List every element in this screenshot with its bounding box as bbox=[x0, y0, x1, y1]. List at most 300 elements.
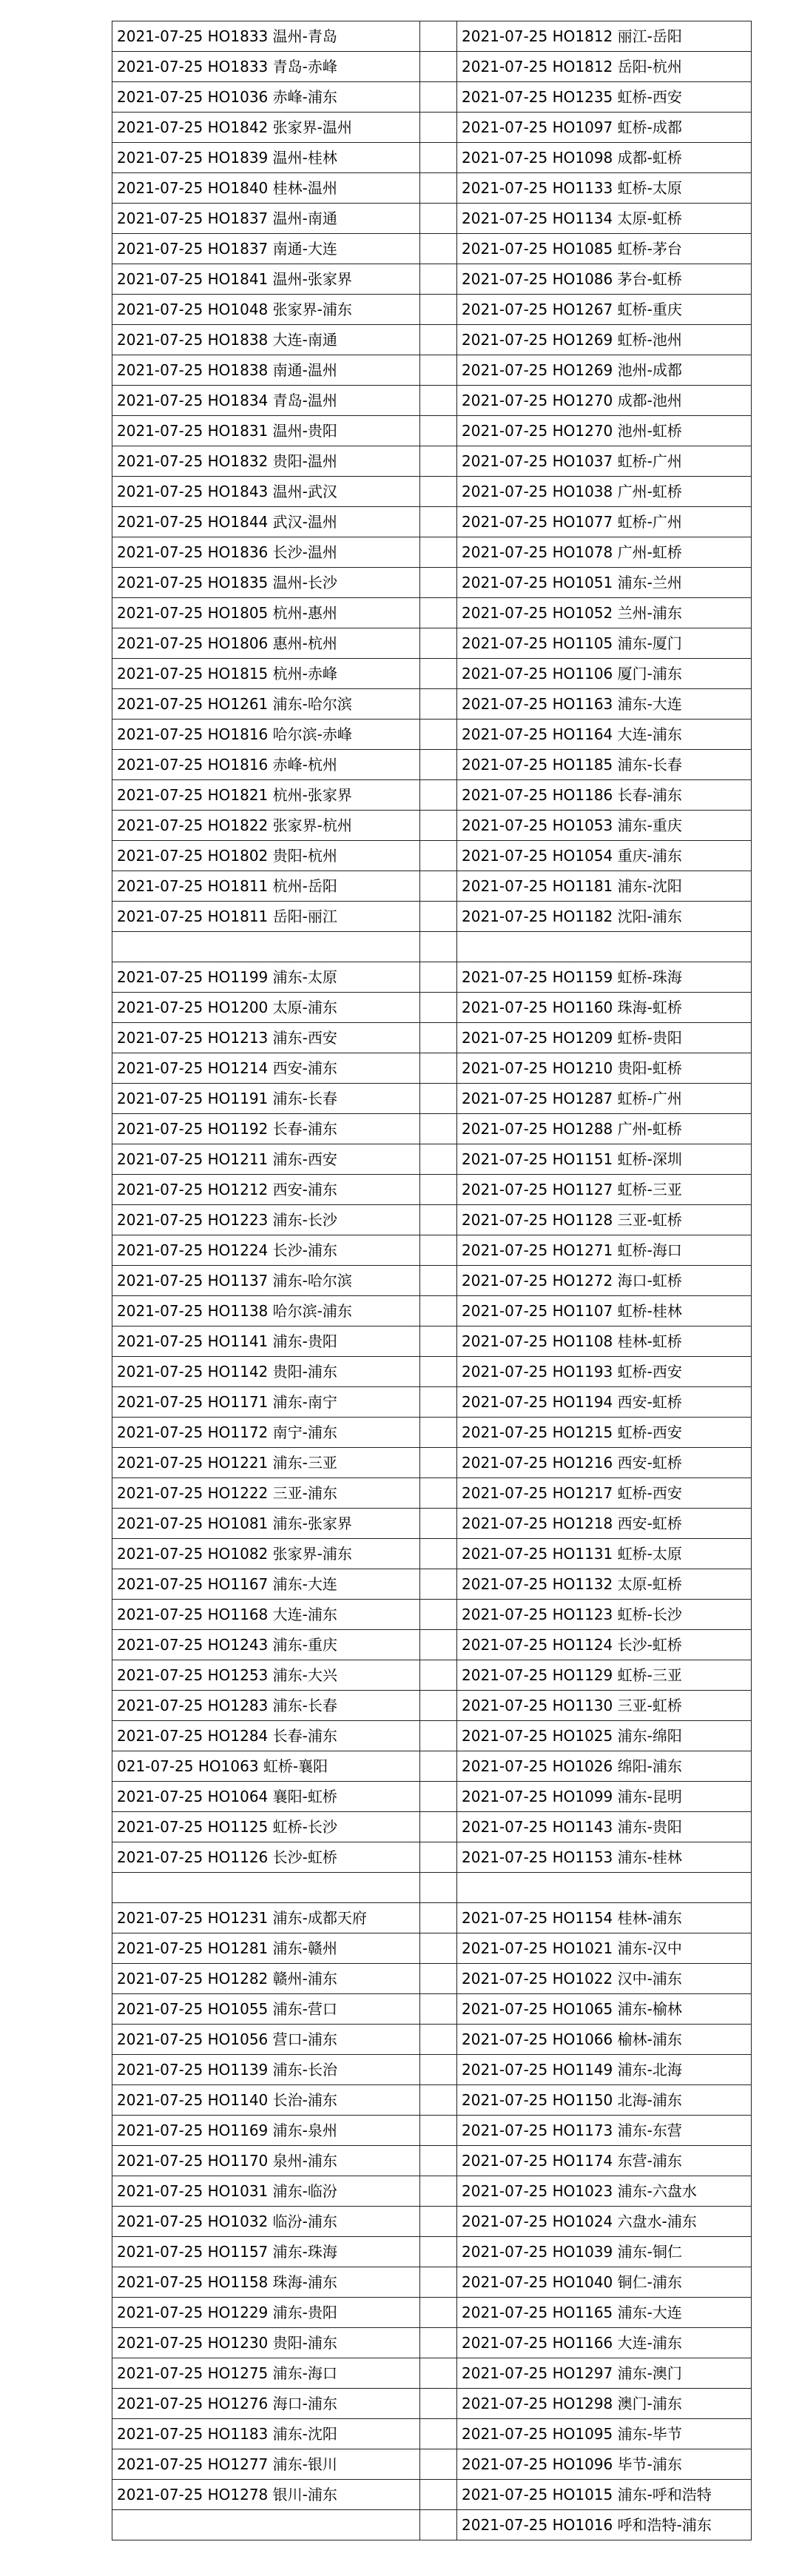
spacer-cell bbox=[420, 1205, 457, 1235]
table-row bbox=[112, 264, 752, 295]
spacer-cell bbox=[420, 2085, 457, 2116]
spacer-cell bbox=[420, 1418, 457, 1448]
left-flight-cell: 2021-07-25 HO1139 浦东-长治 bbox=[112, 2055, 420, 2085]
left-flight-cell: 2021-07-25 HO1064 襄阳-虹桥 bbox=[112, 1782, 420, 1812]
table-row bbox=[112, 780, 752, 811]
left-flight-cell: 2021-07-25 HO1834 青岛-温州 bbox=[112, 386, 420, 416]
spacer-cell bbox=[420, 2480, 457, 2510]
right-flight-cell: 2021-07-25 HO1127 虹桥-三亚 bbox=[457, 1175, 752, 1205]
table-row bbox=[112, 234, 752, 264]
left-flight-cell: 2021-07-25 HO1172 南宁-浦东 bbox=[112, 1418, 420, 1448]
spacer-cell bbox=[420, 1266, 457, 1296]
left-flight-cell: 2021-07-25 HO1141 浦东-贵阳 bbox=[112, 1326, 420, 1357]
spacer-cell bbox=[420, 1903, 457, 1933]
table-row bbox=[112, 1053, 752, 1084]
left-flight-cell: 2021-07-25 HO1125 虹桥-长沙 bbox=[112, 1812, 420, 1842]
table-row bbox=[112, 1569, 752, 1600]
left-flight-cell: 2021-07-25 HO1805 杭州-惠州 bbox=[112, 598, 420, 628]
table-row bbox=[112, 143, 752, 173]
spacer-cell bbox=[420, 2116, 457, 2146]
left-flight-cell: 2021-07-25 HO1032 临汾-浦东 bbox=[112, 2207, 420, 2237]
right-flight-cell: 2021-07-25 HO1038 广州-虹桥 bbox=[457, 477, 752, 507]
right-flight-cell: 2021-07-25 HO1216 西安-虹桥 bbox=[457, 1448, 752, 1478]
left-flight-cell: 2021-07-25 HO1223 浦东-长沙 bbox=[112, 1205, 420, 1235]
table-row bbox=[112, 1084, 752, 1114]
spacer-cell bbox=[420, 1387, 457, 1418]
left-flight-cell: 2021-07-25 HO1192 长春-浦东 bbox=[112, 1114, 420, 1144]
left-flight-cell: 2021-07-25 HO1282 赣州-浦东 bbox=[112, 1964, 420, 1994]
table-row bbox=[112, 841, 752, 871]
left-flight-cell: 2021-07-25 HO1229 浦东-贵阳 bbox=[112, 2298, 420, 2328]
spacer-cell bbox=[420, 871, 457, 902]
right-flight-cell: 2021-07-25 HO1128 三亚-虹桥 bbox=[457, 1205, 752, 1235]
spacer-cell bbox=[420, 2358, 457, 2389]
table-row bbox=[112, 507, 752, 537]
table-row bbox=[112, 720, 752, 750]
right-flight-cell: 2021-07-25 HO1106 厦门-浦东 bbox=[457, 659, 752, 689]
right-flight-cell: 2021-07-25 HO1185 浦东-长春 bbox=[457, 750, 752, 780]
left-flight-cell: 2021-07-25 HO1283 浦东-长春 bbox=[112, 1691, 420, 1721]
left-flight-cell: 2021-07-25 HO1138 哈尔滨-浦东 bbox=[112, 1296, 420, 1326]
table-row bbox=[112, 1023, 752, 1053]
spacer-cell bbox=[420, 1053, 457, 1084]
right-flight-cell: 2021-07-25 HO1099 浦东-昆明 bbox=[457, 1782, 752, 1812]
right-flight-cell: 2021-07-25 HO1039 浦东-铜仁 bbox=[457, 2237, 752, 2267]
spacer-cell bbox=[420, 173, 457, 204]
left-flight-cell: 2021-07-25 HO1183 浦东-沈阳 bbox=[112, 2419, 420, 2449]
spacer-cell bbox=[420, 1994, 457, 2025]
right-flight-cell: 2021-07-25 HO1024 六盘水-浦东 bbox=[457, 2207, 752, 2237]
spacer-cell bbox=[420, 295, 457, 325]
table-row bbox=[112, 1751, 752, 1782]
left-flight-cell: 2021-07-25 HO1082 张家界-浦东 bbox=[112, 1539, 420, 1569]
spacer-cell bbox=[420, 2237, 457, 2267]
left-flight-cell: 2021-07-25 HO1157 浦东-珠海 bbox=[112, 2237, 420, 2267]
right-flight-cell: 2021-07-25 HO1131 虹桥-太原 bbox=[457, 1539, 752, 1569]
spacer-cell bbox=[420, 1873, 457, 1903]
spacer-cell bbox=[420, 2298, 457, 2328]
spacer-cell bbox=[420, 598, 457, 628]
left-flight-cell: 2021-07-25 HO1843 温州-武汉 bbox=[112, 477, 420, 507]
table-row bbox=[112, 1418, 752, 1448]
spacer-cell bbox=[420, 1175, 457, 1205]
left-flight-cell: 2021-07-25 HO1036 赤峰-浦东 bbox=[112, 82, 420, 113]
left-flight-cell: 2021-07-25 HO1821 杭州-张家界 bbox=[112, 780, 420, 811]
table-row bbox=[112, 446, 752, 477]
right-flight-cell: 2021-07-25 HO1193 虹桥-西安 bbox=[457, 1357, 752, 1387]
right-flight-cell: 2021-07-25 HO1271 虹桥-海口 bbox=[457, 1235, 752, 1266]
table-row bbox=[112, 295, 752, 325]
spacer-cell bbox=[420, 477, 457, 507]
left-flight-cell: 2021-07-25 HO1081 浦东-张家界 bbox=[112, 1509, 420, 1539]
left-flight-cell: 2021-07-25 HO1844 武汉-温州 bbox=[112, 507, 420, 537]
right-flight-cell: 2021-07-25 HO1166 大连-浦东 bbox=[457, 2328, 752, 2358]
table-row bbox=[112, 537, 752, 568]
left-flight-cell: 2021-07-25 HO1275 浦东-海口 bbox=[112, 2358, 420, 2389]
spacer-cell bbox=[420, 1114, 457, 1144]
right-flight-cell: 2021-07-25 HO1812 岳阳-杭州 bbox=[457, 52, 752, 82]
right-flight-cell: 2021-07-25 HO1077 虹桥-广州 bbox=[457, 507, 752, 537]
left-flight-cell: 2021-07-25 HO1842 张家界-温州 bbox=[112, 113, 420, 143]
right-flight-cell: 2021-07-25 HO1065 浦东-榆林 bbox=[457, 1994, 752, 2025]
right-flight-cell: 2021-07-25 HO1051 浦东-兰州 bbox=[457, 568, 752, 598]
right-flight-cell: 2021-07-25 HO1182 沈阳-浦东 bbox=[457, 902, 752, 932]
table-row bbox=[112, 1812, 752, 1842]
spacer-cell bbox=[420, 1084, 457, 1114]
table-row bbox=[112, 811, 752, 841]
right-flight-cell: 2021-07-25 HO1026 绵阳-浦东 bbox=[457, 1751, 752, 1782]
table-row bbox=[112, 2176, 752, 2207]
left-flight-cell: 2021-07-25 HO1816 赤峰-杭州 bbox=[112, 750, 420, 780]
table-row bbox=[112, 659, 752, 689]
table-row bbox=[112, 416, 752, 446]
right-flight-cell: 2021-07-25 HO1218 西安-虹桥 bbox=[457, 1509, 752, 1539]
left-flight-cell bbox=[112, 2510, 420, 2540]
left-flight-cell: 2021-07-25 HO1048 张家界-浦东 bbox=[112, 295, 420, 325]
left-flight-cell: 2021-07-25 HO1822 张家界-杭州 bbox=[112, 811, 420, 841]
spacer-cell bbox=[420, 143, 457, 173]
left-flight-cell: 2021-07-25 HO1140 长治-浦东 bbox=[112, 2085, 420, 2116]
right-flight-cell: 2021-07-25 HO1150 北海-浦东 bbox=[457, 2085, 752, 2116]
table-row bbox=[112, 1448, 752, 1478]
left-flight-cell: 2021-07-25 HO1212 西安-浦东 bbox=[112, 1175, 420, 1205]
spacer-cell bbox=[420, 113, 457, 143]
spacer-cell bbox=[420, 537, 457, 568]
right-flight-cell: 2021-07-25 HO1270 成都-池州 bbox=[457, 386, 752, 416]
right-flight-cell: 2021-07-25 HO1269 池州-成都 bbox=[457, 355, 752, 386]
right-flight-cell: 2021-07-25 HO1288 广州-虹桥 bbox=[457, 1114, 752, 1144]
right-flight-cell: 2021-07-25 HO1160 珠海-虹桥 bbox=[457, 993, 752, 1023]
left-flight-cell: 2021-07-25 HO1231 浦东-成都天府 bbox=[112, 1903, 420, 1933]
left-flight-cell: 2021-07-25 HO1811 岳阳-丽江 bbox=[112, 902, 420, 932]
left-flight-cell: 2021-07-25 HO1200 太原-浦东 bbox=[112, 993, 420, 1023]
right-flight-cell: 2021-07-25 HO1154 桂林-浦东 bbox=[457, 1903, 752, 1933]
table-row bbox=[112, 689, 752, 720]
table-row bbox=[112, 173, 752, 204]
spacer-cell bbox=[420, 993, 457, 1023]
table-row bbox=[112, 1842, 752, 1873]
right-flight-cell: 2021-07-25 HO1132 太原-虹桥 bbox=[457, 1569, 752, 1600]
spacer-cell bbox=[420, 1509, 457, 1539]
table-row bbox=[112, 1144, 752, 1175]
right-flight-cell: 2021-07-25 HO1298 澳门-浦东 bbox=[457, 2389, 752, 2419]
right-flight-cell: 2021-07-25 HO1097 虹桥-成都 bbox=[457, 113, 752, 143]
spacer-cell bbox=[420, 2146, 457, 2176]
left-flight-cell: 2021-07-25 HO1837 温州-南通 bbox=[112, 204, 420, 234]
right-flight-cell: 2021-07-25 HO1037 虹桥-广州 bbox=[457, 446, 752, 477]
spacer-cell bbox=[420, 21, 457, 52]
table-row bbox=[112, 477, 752, 507]
right-flight-cell: 2021-07-25 HO1287 虹桥-广州 bbox=[457, 1084, 752, 1114]
spacer-cell bbox=[420, 2025, 457, 2055]
right-flight-cell: 2021-07-25 HO1054 重庆-浦东 bbox=[457, 841, 752, 871]
flight-schedule-table bbox=[112, 21, 752, 2540]
table-row bbox=[112, 325, 752, 355]
spacer-cell bbox=[420, 902, 457, 932]
left-flight-cell: 2021-07-25 HO1031 浦东-临汾 bbox=[112, 2176, 420, 2207]
section-gap-row bbox=[112, 932, 752, 962]
spacer-cell bbox=[420, 204, 457, 234]
left-flight-cell bbox=[112, 932, 420, 962]
table-row bbox=[112, 1539, 752, 1569]
left-flight-cell: 2021-07-25 HO1831 温州-贵阳 bbox=[112, 416, 420, 446]
table-row bbox=[112, 1296, 752, 1326]
table-row bbox=[112, 2328, 752, 2358]
table-row bbox=[112, 2025, 752, 2055]
left-flight-cell: 2021-07-25 HO1243 浦东-重庆 bbox=[112, 1630, 420, 1660]
right-flight-cell: 2021-07-25 HO1181 浦东-沈阳 bbox=[457, 871, 752, 902]
table-row bbox=[112, 2085, 752, 2116]
table-row bbox=[112, 1357, 752, 1387]
left-flight-cell: 2021-07-25 HO1841 温州-张家界 bbox=[112, 264, 420, 295]
table-row bbox=[112, 1933, 752, 1964]
table-row bbox=[112, 1691, 752, 1721]
left-flight-cell: 2021-07-25 HO1158 珠海-浦东 bbox=[112, 2267, 420, 2298]
table-row bbox=[112, 568, 752, 598]
table-row bbox=[112, 2267, 752, 2298]
left-flight-cell: 2021-07-25 HO1836 长沙-温州 bbox=[112, 537, 420, 568]
table-row bbox=[112, 1964, 752, 1994]
table-row bbox=[112, 113, 752, 143]
spacer-cell bbox=[420, 2510, 457, 2540]
spacer-cell bbox=[420, 1448, 457, 1478]
table-row bbox=[112, 386, 752, 416]
right-flight-cell: 2021-07-25 HO1149 浦东-北海 bbox=[457, 2055, 752, 2085]
spacer-cell bbox=[420, 841, 457, 871]
right-flight-cell: 2021-07-25 HO1133 虹桥-太原 bbox=[457, 173, 752, 204]
spacer-cell bbox=[420, 1782, 457, 1812]
table-row bbox=[112, 871, 752, 902]
table-row bbox=[112, 1266, 752, 1296]
spacer-cell bbox=[420, 82, 457, 113]
right-flight-cell: 2021-07-25 HO1129 虹桥-三亚 bbox=[457, 1660, 752, 1691]
left-flight-cell: 2021-07-25 HO1211 浦东-西安 bbox=[112, 1144, 420, 1175]
left-flight-cell: 2021-07-25 HO1261 浦东-哈尔滨 bbox=[112, 689, 420, 720]
table-row bbox=[112, 750, 752, 780]
right-flight-cell: 2021-07-25 HO1210 贵阳-虹桥 bbox=[457, 1053, 752, 1084]
table-row bbox=[112, 1235, 752, 1266]
spacer-cell bbox=[420, 962, 457, 993]
table-row bbox=[112, 1600, 752, 1630]
spacer-cell bbox=[420, 1964, 457, 1994]
left-flight-cell: 2021-07-25 HO1278 银川-浦东 bbox=[112, 2480, 420, 2510]
spacer-cell bbox=[420, 2419, 457, 2449]
right-flight-cell: 2021-07-25 HO1123 虹桥-长沙 bbox=[457, 1600, 752, 1630]
right-flight-cell: 2021-07-25 HO1108 桂林-虹桥 bbox=[457, 1326, 752, 1357]
right-flight-cell: 2021-07-25 HO1215 虹桥-西安 bbox=[457, 1418, 752, 1448]
right-flight-cell: 2021-07-25 HO1096 毕节-浦东 bbox=[457, 2449, 752, 2480]
spacer-cell bbox=[420, 750, 457, 780]
spacer-cell bbox=[420, 1539, 457, 1569]
right-flight-cell: 2021-07-25 HO1164 大连-浦东 bbox=[457, 720, 752, 750]
table-row bbox=[112, 2055, 752, 2085]
left-flight-cell: 2021-07-25 HO1281 浦东-赣州 bbox=[112, 1933, 420, 1964]
right-flight-cell bbox=[457, 1873, 752, 1903]
right-flight-cell: 2021-07-25 HO1134 太原-虹桥 bbox=[457, 204, 752, 234]
table-row bbox=[112, 1660, 752, 1691]
right-flight-cell: 2021-07-25 HO1023 浦东-六盘水 bbox=[457, 2176, 752, 2207]
right-flight-cell: 2021-07-25 HO1269 虹桥-池州 bbox=[457, 325, 752, 355]
right-flight-cell: 2021-07-25 HO1217 虹桥-西安 bbox=[457, 1478, 752, 1509]
right-flight-cell: 2021-07-25 HO1066 榆林-浦东 bbox=[457, 2025, 752, 2055]
table-row bbox=[112, 52, 752, 82]
left-flight-cell: 2021-07-25 HO1284 长春-浦东 bbox=[112, 1721, 420, 1751]
table-row bbox=[112, 2449, 752, 2480]
table-row bbox=[112, 2510, 752, 2540]
left-flight-cell: 2021-07-25 HO1213 浦东-西安 bbox=[112, 1023, 420, 1053]
left-flight-cell: 2021-07-25 HO1277 浦东-银川 bbox=[112, 2449, 420, 2480]
spacer-cell bbox=[420, 416, 457, 446]
left-flight-cell: 2021-07-25 HO1833 青岛-赤峰 bbox=[112, 52, 420, 82]
table-row bbox=[112, 355, 752, 386]
right-flight-cell: 2021-07-25 HO1267 虹桥-重庆 bbox=[457, 295, 752, 325]
table-row bbox=[112, 82, 752, 113]
table-row bbox=[112, 2146, 752, 2176]
table-row bbox=[112, 1114, 752, 1144]
right-flight-cell: 2021-07-25 HO1095 浦东-毕节 bbox=[457, 2419, 752, 2449]
spacer-cell bbox=[420, 52, 457, 82]
right-flight-cell: 2021-07-25 HO1078 广州-虹桥 bbox=[457, 537, 752, 568]
spacer-cell bbox=[420, 1478, 457, 1509]
left-flight-cell: 2021-07-25 HO1137 浦东-哈尔滨 bbox=[112, 1266, 420, 1296]
left-flight-cell: 2021-07-25 HO1840 桂林-温州 bbox=[112, 173, 420, 204]
table-row bbox=[112, 1205, 752, 1235]
left-flight-cell: 2021-07-25 HO1253 浦东-大兴 bbox=[112, 1660, 420, 1691]
left-flight-cell bbox=[112, 1873, 420, 1903]
spacer-cell bbox=[420, 2267, 457, 2298]
left-flight-cell: 2021-07-25 HO1816 哈尔滨-赤峰 bbox=[112, 720, 420, 750]
left-flight-cell: 2021-07-25 HO1167 浦东-大连 bbox=[112, 1569, 420, 1600]
right-flight-cell: 2021-07-25 HO1297 浦东-澳门 bbox=[457, 2358, 752, 2389]
right-flight-cell: 2021-07-25 HO1272 海口-虹桥 bbox=[457, 1266, 752, 1296]
right-flight-cell: 2021-07-25 HO1040 铜仁-浦东 bbox=[457, 2267, 752, 2298]
table-row bbox=[112, 1994, 752, 2025]
spacer-cell bbox=[420, 1751, 457, 1782]
table-row bbox=[112, 1509, 752, 1539]
right-flight-cell: 2021-07-25 HO1143 浦东-贵阳 bbox=[457, 1812, 752, 1842]
table-row bbox=[112, 2358, 752, 2389]
table-row bbox=[112, 1175, 752, 1205]
table-row bbox=[112, 628, 752, 659]
left-flight-cell: 2021-07-25 HO1056 营口-浦东 bbox=[112, 2025, 420, 2055]
left-flight-cell: 2021-07-25 HO1168 大连-浦东 bbox=[112, 1600, 420, 1630]
left-flight-cell: 2021-07-25 HO1811 杭州-岳阳 bbox=[112, 871, 420, 902]
left-flight-cell: 2021-07-25 HO1169 浦东-泉州 bbox=[112, 2116, 420, 2146]
right-flight-cell: 2021-07-25 HO1812 丽江-岳阳 bbox=[457, 21, 752, 52]
left-flight-cell: 2021-07-25 HO1815 杭州-赤峰 bbox=[112, 659, 420, 689]
table-row bbox=[112, 1387, 752, 1418]
right-flight-cell: 2021-07-25 HO1022 汉中-浦东 bbox=[457, 1964, 752, 1994]
spacer-cell bbox=[420, 568, 457, 598]
spacer-cell bbox=[420, 1144, 457, 1175]
section-gap-row bbox=[112, 1873, 752, 1903]
spacer-cell bbox=[420, 932, 457, 962]
left-flight-cell: 2021-07-25 HO1276 海口-浦东 bbox=[112, 2389, 420, 2419]
table-row bbox=[112, 1782, 752, 1812]
spacer-cell bbox=[420, 446, 457, 477]
left-flight-cell: 2021-07-25 HO1837 南通-大连 bbox=[112, 234, 420, 264]
spacer-cell bbox=[420, 780, 457, 811]
left-flight-cell: 2021-07-25 HO1170 泉州-浦东 bbox=[112, 2146, 420, 2176]
left-flight-cell: 2021-07-25 HO1806 惠州-杭州 bbox=[112, 628, 420, 659]
left-flight-cell: 2021-07-25 HO1839 温州-桂林 bbox=[112, 143, 420, 173]
spacer-cell bbox=[420, 1721, 457, 1751]
spacer-cell bbox=[420, 1933, 457, 1964]
left-flight-cell: 2021-07-25 HO1833 温州-青岛 bbox=[112, 21, 420, 52]
spacer-cell bbox=[420, 234, 457, 264]
spacer-cell bbox=[420, 1842, 457, 1873]
table-row bbox=[112, 902, 752, 932]
spacer-cell bbox=[420, 386, 457, 416]
right-flight-cell: 2021-07-25 HO1086 茅台-虹桥 bbox=[457, 264, 752, 295]
table-row bbox=[112, 2419, 752, 2449]
right-flight-cell: 2021-07-25 HO1107 虹桥-桂林 bbox=[457, 1296, 752, 1326]
spacer-cell bbox=[420, 1023, 457, 1053]
right-flight-cell: 2021-07-25 HO1085 虹桥-茅台 bbox=[457, 234, 752, 264]
left-flight-cell: 2021-07-25 HO1832 贵阳-温州 bbox=[112, 446, 420, 477]
left-flight-cell: 2021-07-25 HO1222 三亚-浦东 bbox=[112, 1478, 420, 1509]
spacer-cell bbox=[420, 1660, 457, 1691]
table-row bbox=[112, 1721, 752, 1751]
spacer-cell bbox=[420, 2328, 457, 2358]
left-flight-cell: 2021-07-25 HO1126 长沙-虹桥 bbox=[112, 1842, 420, 1873]
right-flight-cell: 2021-07-25 HO1105 浦东-厦门 bbox=[457, 628, 752, 659]
left-flight-cell: 2021-07-25 HO1055 浦东-营口 bbox=[112, 1994, 420, 2025]
table-row bbox=[112, 2207, 752, 2237]
table-row bbox=[112, 2237, 752, 2267]
right-flight-cell: 2021-07-25 HO1194 西安-虹桥 bbox=[457, 1387, 752, 1418]
spacer-cell bbox=[420, 1630, 457, 1660]
left-flight-cell: 2021-07-25 HO1224 长沙-浦东 bbox=[112, 1235, 420, 1266]
spacer-cell bbox=[420, 2176, 457, 2207]
table-row bbox=[112, 1478, 752, 1509]
right-flight-cell bbox=[457, 932, 752, 962]
left-flight-cell: 2021-07-25 HO1142 贵阳-浦东 bbox=[112, 1357, 420, 1387]
spacer-cell bbox=[420, 2449, 457, 2480]
spacer-cell bbox=[420, 659, 457, 689]
table-row bbox=[112, 2116, 752, 2146]
right-flight-cell: 2021-07-25 HO1053 浦东-重庆 bbox=[457, 811, 752, 841]
spacer-cell bbox=[420, 811, 457, 841]
spacer-cell bbox=[420, 689, 457, 720]
spacer-cell bbox=[420, 1600, 457, 1630]
table-row bbox=[112, 962, 752, 993]
table-row bbox=[112, 204, 752, 234]
table-row bbox=[112, 1326, 752, 1357]
left-flight-cell: 2021-07-25 HO1191 浦东-长春 bbox=[112, 1084, 420, 1114]
table-row bbox=[112, 21, 752, 52]
left-flight-cell: 2021-07-25 HO1802 贵阳-杭州 bbox=[112, 841, 420, 871]
table-row bbox=[112, 1630, 752, 1660]
left-flight-cell: 2021-07-25 HO1214 西安-浦东 bbox=[112, 1053, 420, 1084]
right-flight-cell: 2021-07-25 HO1173 浦东-东营 bbox=[457, 2116, 752, 2146]
spacer-cell bbox=[420, 2055, 457, 2085]
left-flight-cell: 2021-07-25 HO1838 南通-温州 bbox=[112, 355, 420, 386]
spacer-cell bbox=[420, 1812, 457, 1842]
right-flight-cell: 2021-07-25 HO1052 兰州-浦东 bbox=[457, 598, 752, 628]
right-flight-cell: 2021-07-25 HO1235 虹桥-西安 bbox=[457, 82, 752, 113]
right-flight-cell: 2021-07-25 HO1025 浦东-绵阳 bbox=[457, 1721, 752, 1751]
spacer-cell bbox=[420, 1235, 457, 1266]
right-flight-cell: 2021-07-25 HO1186 长春-浦东 bbox=[457, 780, 752, 811]
spacer-cell bbox=[420, 628, 457, 659]
right-flight-cell: 2021-07-25 HO1174 东营-浦东 bbox=[457, 2146, 752, 2176]
spacer-cell bbox=[420, 2207, 457, 2237]
right-flight-cell: 2021-07-25 HO1130 三亚-虹桥 bbox=[457, 1691, 752, 1721]
spacer-cell bbox=[420, 1569, 457, 1600]
spacer-cell bbox=[420, 355, 457, 386]
left-flight-cell: 2021-07-25 HO1199 浦东-太原 bbox=[112, 962, 420, 993]
